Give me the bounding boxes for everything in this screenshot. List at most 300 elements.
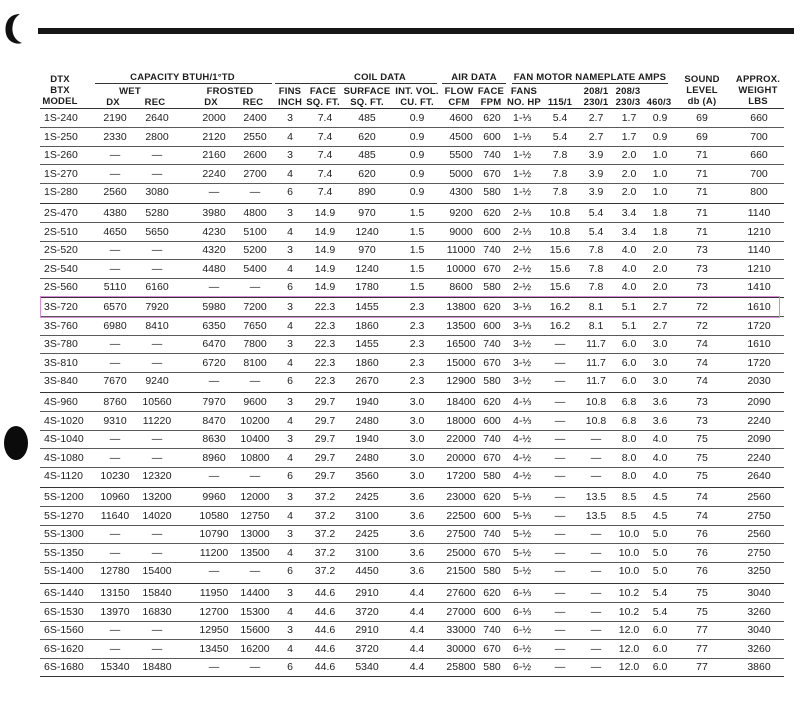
table-cell: 8760 xyxy=(103,396,127,408)
table-cell: 5.0 xyxy=(652,546,668,559)
table-cell: 2.0 xyxy=(652,262,668,275)
header-wet: WET xyxy=(119,86,141,97)
table-cell: 1860 xyxy=(355,319,379,332)
table-cell: 22.3 xyxy=(314,356,336,369)
table-cell: 12750 xyxy=(240,509,270,522)
table-cell: 620 xyxy=(358,167,376,180)
table-cell: 73 xyxy=(696,244,708,256)
table-cell: — xyxy=(109,546,121,559)
table-cell: 2425 xyxy=(355,491,379,503)
model-cell: 3S-810 xyxy=(44,356,78,369)
table-cell: 6-½ xyxy=(513,624,532,636)
table-cell: 69 xyxy=(696,112,708,124)
header-surface-sqft: SQ. FT. xyxy=(350,97,384,108)
header-frosted-dx: DX xyxy=(204,97,218,108)
table-cell: 2090 xyxy=(747,433,771,445)
table-cell: 1.5 xyxy=(409,281,425,293)
header-230-3: 230/3 xyxy=(615,97,641,108)
table-cell: 5.4 xyxy=(652,587,668,599)
table-cell: 1240 xyxy=(355,262,379,275)
table-cell: 74 xyxy=(696,375,708,387)
table-cell: 7920 xyxy=(145,301,169,313)
table-cell: — xyxy=(590,451,602,464)
table-cell: 44.6 xyxy=(314,661,336,673)
table-cell: 4 xyxy=(287,225,293,238)
table-cell: 3100 xyxy=(355,509,379,522)
table-cell: 13500 xyxy=(446,319,476,332)
model-cell: 6S-1620 xyxy=(44,642,84,655)
table-cell: 3040 xyxy=(747,624,771,636)
table-cell: — xyxy=(249,375,261,387)
table-cell: 0.9 xyxy=(409,130,425,143)
table-cell: 3720 xyxy=(355,642,379,655)
table-cell: 5280 xyxy=(145,207,169,219)
table-cell: 4 xyxy=(287,605,293,618)
model-cell: 5S-1350 xyxy=(44,546,84,559)
table-cell: 1720 xyxy=(747,356,771,369)
row-divider xyxy=(40,164,784,165)
table-cell: 10400 xyxy=(240,433,270,445)
row-divider xyxy=(40,602,784,603)
header-115: 115/1 xyxy=(547,97,573,108)
table-cell: 5-½ xyxy=(513,565,532,577)
table-cell: 44.6 xyxy=(314,642,336,655)
table-cell: — xyxy=(109,433,121,445)
table-cell: 9200 xyxy=(449,207,473,219)
table-cell: 10.2 xyxy=(618,587,640,599)
table-cell: 75 xyxy=(696,605,708,618)
table-cell: 620 xyxy=(483,491,501,503)
table-cell: — xyxy=(249,661,261,673)
model-cell: 6S-1440 xyxy=(44,587,84,599)
group-divider xyxy=(40,392,784,393)
table-cell: 660 xyxy=(750,112,768,124)
table-cell: 8410 xyxy=(145,319,169,332)
table-cell: 2560 xyxy=(747,491,771,503)
table-cell: 2480 xyxy=(355,451,379,464)
table-cell: 4.0 xyxy=(621,281,637,293)
table-cell: 3 xyxy=(287,528,293,540)
table-cell: 11000 xyxy=(446,244,476,256)
table-cell: 74 xyxy=(696,356,708,369)
table-cell: 4450 xyxy=(355,565,379,577)
coil-underline xyxy=(275,83,437,84)
table-cell: 9600 xyxy=(243,396,267,408)
table-cell: 3 xyxy=(287,433,293,445)
table-cell: 7670 xyxy=(103,375,127,387)
table-cell: 4.4 xyxy=(409,624,425,636)
table-cell: 13.5 xyxy=(585,491,607,503)
table-cell: 13800 xyxy=(446,301,476,313)
table-cell: — xyxy=(151,167,163,180)
table-cell: 2-⅓ xyxy=(513,225,532,238)
table-cell: 580 xyxy=(483,186,501,198)
table-cell: 7.8 xyxy=(552,149,568,161)
table-cell: 2560 xyxy=(747,528,771,540)
table-cell: 580 xyxy=(483,661,501,673)
table-cell: — xyxy=(151,624,163,636)
header-cu-ft: CU. FT. xyxy=(400,97,434,108)
header-level: LEVEL xyxy=(686,85,718,96)
table-cell: 10.8 xyxy=(585,414,607,427)
table-cell: 2.0 xyxy=(621,167,637,180)
model-cell: 6S-1560 xyxy=(44,624,84,636)
table-cell: 3 xyxy=(287,207,293,219)
table-cell: 1-⅓ xyxy=(513,130,532,143)
header-int-vol: INT. VOL. xyxy=(395,86,439,97)
table-cell: 700 xyxy=(750,130,768,143)
table-cell: 1.7 xyxy=(621,130,637,143)
model-cell: 2S-560 xyxy=(44,281,78,293)
model-cell: 2S-510 xyxy=(44,225,78,238)
table-cell: 5980 xyxy=(202,301,226,313)
table-cell: 6-⅓ xyxy=(513,605,532,618)
table-cell: 25000 xyxy=(446,546,476,559)
table-cell: 6 xyxy=(287,470,293,482)
table-cell: 10230 xyxy=(100,470,130,482)
table-cell: 37.2 xyxy=(314,491,336,503)
table-cell: 13150 xyxy=(100,587,130,599)
table-cell: 740 xyxy=(483,149,501,161)
table-cell: 3.4 xyxy=(621,225,637,238)
table-cell: — xyxy=(590,546,602,559)
table-cell: — xyxy=(151,262,163,275)
model-cell: 6S-1680 xyxy=(44,661,84,673)
table-cell: 3720 xyxy=(355,605,379,618)
table-cell: 3.0 xyxy=(652,338,668,350)
table-cell: 6.0 xyxy=(621,338,637,350)
table-cell: 11220 xyxy=(142,414,172,427)
table-cell: 1.7 xyxy=(621,112,637,124)
header-air-data: AIR DATA xyxy=(451,72,497,83)
table-cell: 4 xyxy=(287,319,293,332)
table-cell: 22500 xyxy=(446,509,476,522)
table-cell: 2700 xyxy=(243,167,267,180)
table-cell: 12900 xyxy=(446,375,476,387)
table-cell: 44.6 xyxy=(314,587,336,599)
table-cell: 10.0 xyxy=(618,565,640,577)
table-cell: 3-½ xyxy=(513,338,532,350)
punch-hole-icon xyxy=(4,426,28,460)
table-cell: — xyxy=(554,565,566,577)
table-cell: 3.6 xyxy=(409,528,425,540)
header-db: db (A) xyxy=(687,96,717,107)
table-cell: 2030 xyxy=(747,375,771,387)
table-cell: 2330 xyxy=(103,130,127,143)
table-cell: 670 xyxy=(483,546,501,559)
table-cell: 71 xyxy=(696,225,708,238)
table-cell: 0.9 xyxy=(409,167,425,180)
table-cell: 2910 xyxy=(355,587,379,599)
table-cell: 14.9 xyxy=(314,281,336,293)
table-cell: 76 xyxy=(696,565,708,577)
table-cell: 5000 xyxy=(449,167,473,180)
table-cell: 1.5 xyxy=(409,225,425,238)
table-cell: 15300 xyxy=(240,605,270,618)
table-cell: 8960 xyxy=(202,451,226,464)
table-cell: 3860 xyxy=(747,661,771,673)
table-cell: 2425 xyxy=(355,528,379,540)
table-cell: 1140 xyxy=(747,207,771,219)
table-cell: 4-⅓ xyxy=(513,396,532,408)
table-cell: 580 xyxy=(483,565,501,577)
capacity-underline xyxy=(95,83,272,84)
table-cell: 2.7 xyxy=(652,301,668,313)
table-cell: 3980 xyxy=(202,207,226,219)
table-cell: 72 xyxy=(696,301,708,313)
header-frosted: FROSTED xyxy=(206,86,254,97)
model-cell: 1S-270 xyxy=(44,167,78,180)
table-cell: 74 xyxy=(696,509,708,522)
table-cell: 1.0 xyxy=(652,149,668,161)
row-divider xyxy=(40,183,784,184)
table-cell: — xyxy=(554,414,566,427)
table-cell: 10.0 xyxy=(618,528,640,540)
row-divider xyxy=(40,658,784,659)
table-cell: 16.2 xyxy=(549,319,571,332)
table-cell: 3.9 xyxy=(588,167,604,180)
table-cell: 620 xyxy=(483,587,501,599)
table-cell: 1780 xyxy=(355,281,379,293)
table-cell: 5.4 xyxy=(588,207,604,219)
header-frosted-rec: REC xyxy=(242,97,264,108)
table-cell: 5.4 xyxy=(652,605,668,618)
table-cell: 5340 xyxy=(355,661,379,673)
table-cell: 1240 xyxy=(355,225,379,238)
table-cell: 12700 xyxy=(199,605,229,618)
table-cell: 620 xyxy=(483,112,501,124)
table-cell: 600 xyxy=(483,414,501,427)
model-cell: 2S-520 xyxy=(44,244,78,256)
table-cell: 3.0 xyxy=(652,356,668,369)
table-cell: 5.1 xyxy=(621,301,637,313)
table-cell: 25800 xyxy=(446,661,476,673)
table-cell: 2-½ xyxy=(513,262,532,275)
table-cell: — xyxy=(554,396,566,408)
table-cell: — xyxy=(151,149,163,161)
table-cell: 5.4 xyxy=(588,225,604,238)
model-cell: 4S-1080 xyxy=(44,451,84,464)
table-cell: 1.0 xyxy=(652,167,668,180)
table-cell: 2160 xyxy=(202,149,226,161)
table-cell: 1940 xyxy=(355,433,379,445)
table-cell: 12320 xyxy=(142,470,172,482)
table-cell: 2400 xyxy=(243,112,267,124)
table-cell: 1-½ xyxy=(513,186,532,198)
table-cell: 2240 xyxy=(747,414,771,427)
table-cell: 14400 xyxy=(240,587,270,599)
table-cell: 8630 xyxy=(202,433,226,445)
table-cell: 6-½ xyxy=(513,661,532,673)
table-cell: — xyxy=(554,356,566,369)
table-cell: 18000 xyxy=(446,414,476,427)
table-cell: 4230 xyxy=(202,225,226,238)
table-cell: — xyxy=(554,661,566,673)
header-wet-dx: DX xyxy=(106,97,120,108)
table-cell: 14020 xyxy=(142,509,172,522)
row-divider xyxy=(40,222,784,223)
table-cell: — xyxy=(554,624,566,636)
model-cell: 3S-840 xyxy=(44,375,78,387)
table-cell: 3 xyxy=(287,396,293,408)
table-cell: 75 xyxy=(696,587,708,599)
table-cell: 3260 xyxy=(747,605,771,618)
table-cell: 15.6 xyxy=(549,281,571,293)
table-cell: 4.0 xyxy=(621,262,637,275)
table-cell: 15.6 xyxy=(549,262,571,275)
table-cell: 4300 xyxy=(449,186,473,198)
table-cell: 600 xyxy=(483,319,501,332)
table-cell: 14.9 xyxy=(314,207,336,219)
table-cell: 76 xyxy=(696,528,708,540)
table-cell: — xyxy=(590,642,602,655)
table-cell: 13500 xyxy=(240,546,270,559)
table-cell: 6720 xyxy=(202,356,226,369)
table-cell: 2.3 xyxy=(409,338,425,350)
table-cell: — xyxy=(554,451,566,464)
table-cell: 2750 xyxy=(747,546,771,559)
table-cell: 5.0 xyxy=(652,565,668,577)
table-cell: 6570 xyxy=(103,301,127,313)
table-cell: 3-½ xyxy=(513,375,532,387)
table-cell: 4320 xyxy=(202,244,226,256)
table-cell: — xyxy=(554,491,566,503)
table-cell: — xyxy=(109,262,121,275)
table-cell: — xyxy=(590,433,602,445)
table-cell: 3.0 xyxy=(409,470,425,482)
table-cell: 14.9 xyxy=(314,244,336,256)
table-cell: 1610 xyxy=(747,301,771,313)
table-cell: 22.3 xyxy=(314,338,336,350)
table-cell: 12000 xyxy=(240,491,270,503)
table-cell: — xyxy=(554,470,566,482)
table-cell: 22.3 xyxy=(314,301,336,313)
table-cell: 6 xyxy=(287,281,293,293)
table-cell: 4.4 xyxy=(409,661,425,673)
header-230-1: 230/1 xyxy=(583,97,609,108)
header-460: 460/3 xyxy=(646,97,672,108)
highlighted-row-box xyxy=(40,296,780,318)
table-cell: 600 xyxy=(483,225,501,238)
table-cell: 8.0 xyxy=(621,470,637,482)
table-cell: 2.7 xyxy=(588,130,604,143)
header-wet-rec: REC xyxy=(144,97,166,108)
table-cell: 670 xyxy=(483,642,501,655)
model-cell: 3S-760 xyxy=(44,319,78,332)
table-cell: 12.0 xyxy=(618,642,640,655)
table-cell: 6350 xyxy=(202,319,226,332)
table-cell: 13000 xyxy=(240,528,270,540)
table-cell: — xyxy=(249,565,261,577)
table-cell: 4.4 xyxy=(409,605,425,618)
header-fans: FANS xyxy=(510,86,538,97)
table-cell: 5200 xyxy=(243,244,267,256)
table-cell: 600 xyxy=(483,509,501,522)
table-cell: 4380 xyxy=(103,207,127,219)
table-cell: 6.0 xyxy=(621,356,637,369)
table-cell: 16.2 xyxy=(549,301,571,313)
table-cell: 3250 xyxy=(747,565,771,577)
table-cell: 670 xyxy=(483,451,501,464)
table-cell: 670 xyxy=(483,262,501,275)
table-cell: 16200 xyxy=(240,642,270,655)
table-cell: 4.0 xyxy=(652,470,668,482)
table-cell: — xyxy=(151,338,163,350)
table-cell: 10960 xyxy=(100,491,130,503)
table-cell: — xyxy=(554,546,566,559)
row-divider xyxy=(40,506,784,507)
table-cell: 7.8 xyxy=(552,167,568,180)
table-cell: 0.9 xyxy=(409,149,425,161)
table-cell: 3080 xyxy=(145,186,169,198)
table-cell: 75 xyxy=(696,470,708,482)
table-cell: 2120 xyxy=(202,130,226,143)
table-cell: 15840 xyxy=(142,587,172,599)
table-cell: 970 xyxy=(358,207,376,219)
table-cell: 5.1 xyxy=(621,319,637,332)
table-cell: — xyxy=(151,244,163,256)
row-divider xyxy=(40,562,784,563)
table-cell: 1.5 xyxy=(409,207,425,219)
table-cell: 6980 xyxy=(103,319,127,332)
table-cell: 0.9 xyxy=(652,130,668,143)
table-cell: 7650 xyxy=(243,319,267,332)
table-cell: 77 xyxy=(696,642,708,655)
table-cell: 2-½ xyxy=(513,244,532,256)
table-cell: — xyxy=(109,642,121,655)
table-cell: 2000 xyxy=(202,112,226,124)
table-cell: 2480 xyxy=(355,414,379,427)
table-cell: 3.0 xyxy=(652,375,668,387)
table-cell: 5-⅓ xyxy=(513,491,532,503)
table-cell: 4-⅓ xyxy=(513,414,532,427)
table-cell: 1.5 xyxy=(409,262,425,275)
table-cell: 9240 xyxy=(145,375,169,387)
table-cell: — xyxy=(249,186,261,198)
header-model: MODEL xyxy=(42,96,78,107)
table-cell: 37.2 xyxy=(314,546,336,559)
table-cell: 11.7 xyxy=(586,338,606,350)
table-cell: 2.3 xyxy=(409,356,425,369)
table-cell: 4 xyxy=(287,414,293,427)
model-cell: 2S-470 xyxy=(44,207,78,219)
header-face: FACE xyxy=(309,86,337,97)
table-cell: 580 xyxy=(483,375,501,387)
table-cell: 29.7 xyxy=(314,470,336,482)
table-cell: 4800 xyxy=(243,207,267,219)
table-cell: 11.7 xyxy=(586,375,606,387)
table-cell: 740 xyxy=(483,528,501,540)
table-cell: 10.2 xyxy=(618,605,640,618)
table-cell: 29.7 xyxy=(314,396,336,408)
table-cell: 5.4 xyxy=(552,112,568,124)
table-cell: — xyxy=(151,528,163,540)
table-cell: 77 xyxy=(696,624,708,636)
header-208-3: 208/3 xyxy=(615,86,641,97)
table-cell: — xyxy=(590,565,602,577)
table-cell: 600 xyxy=(483,130,501,143)
table-cell: 7.8 xyxy=(588,244,604,256)
table-cell: 620 xyxy=(483,301,501,313)
table-cell: 2800 xyxy=(145,130,169,143)
table-cell: — xyxy=(554,605,566,618)
table-cell: 485 xyxy=(358,149,376,161)
table-cell: — xyxy=(590,528,602,540)
table-cell: 44.6 xyxy=(314,605,336,618)
table-cell: — xyxy=(208,661,220,673)
table-cell: 15.6 xyxy=(549,244,571,256)
table-cell: 3 xyxy=(287,338,293,350)
